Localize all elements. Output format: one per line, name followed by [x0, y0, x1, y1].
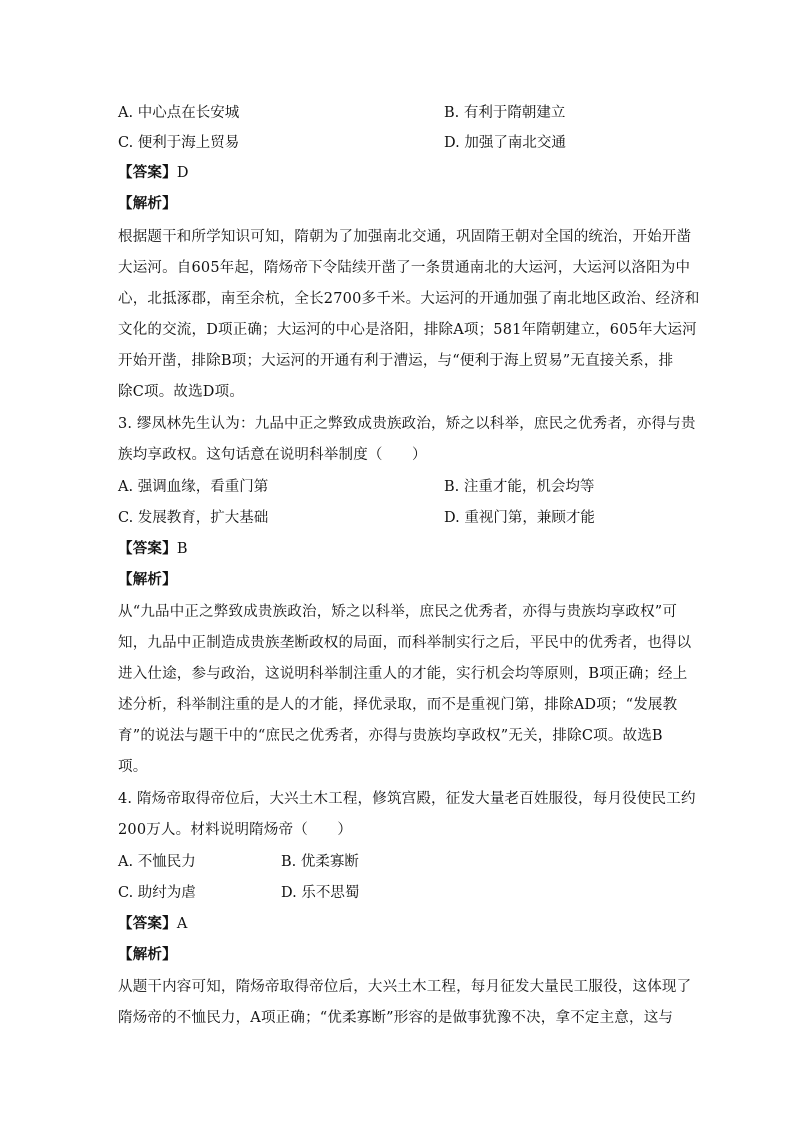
q3-answer-label: 【答案】 [118, 540, 177, 557]
q3-stem-line: 族均享政权。这句话意在说明科举制度（ ） [118, 447, 427, 463]
q3-analysis-line: 进入仕途，参与政治，这说明科举制注重人的才能，实行机会均等原则，B项正确；经上 [118, 666, 688, 682]
q3-analysis-line: 育”的说法与题干中的“庶民之优秀者，亦得与贵族均享政权”无关，排除C项。故选B [118, 728, 663, 744]
q4-stem-line: 4. 隋炀帝取得帝位后，大兴土木工程，修筑宫殿，征发大量老百姓服役，每月役使民工约 [118, 791, 696, 807]
q2-analysis-line: 根据题干和所学知识可知，隋朝为了加强南北交通，巩固隋王朝对全国的统治，开始开凿 [118, 229, 692, 245]
q3-option-c: C. 发展教育，扩大基础 [118, 510, 269, 526]
q2-answer-label: 【答案】 [118, 164, 177, 181]
q2-analysis-label: 【解析】 [118, 195, 177, 212]
q3-stem-line: 3. 缪凤林先生认为：九品中正之弊致成贵族政治，矫之以科举，庶民之优秀者，亦得与贵 [118, 416, 696, 432]
q4-analysis-line: 从题干内容可知，隋炀帝取得帝位后，大兴土木工程，每月征发大量民工服役，这体现了 [118, 979, 692, 995]
q2-option-b: B. 有利于隋朝建立 [444, 105, 566, 121]
q2-answer [118, 163, 678, 183]
q4-option-a: A. 不恤民力 [118, 854, 196, 870]
q2-analysis-line: 除C项。故选D项。 [118, 384, 245, 400]
q4-answer-label: 【答案】 [118, 915, 177, 932]
q3-answer-value: B [176, 541, 188, 557]
q2-analysis-line: 文化的交流，D项正确；大运河的中心是洛阳，排除A项；581年隋朝建立，605年大运河 [118, 322, 697, 338]
q4-option-c: C. 助纣为虐 [118, 885, 196, 901]
q4-stem-line: 200万人。材料说明隋炀帝（ ） [118, 822, 353, 838]
q4-option-d: D. 乐不思蜀 [281, 885, 360, 901]
q4-analysis-line: 隋炀帝的不恤民力，A项正确；“优柔寡断”形容的是做事犹豫不决，拿不定主意，这与 [118, 1010, 674, 1026]
q4-answer [118, 914, 678, 934]
q4-analysis-label: 【解析】 [118, 946, 177, 963]
q3-analysis-line: 述分析，科举制注重的是人的才能，择优录取，而不是重视门第，排除AD项；“发展教 [118, 697, 678, 713]
q3-answer [118, 539, 678, 559]
q3-option-a: A. 强调血缘，看重门第 [118, 479, 269, 495]
q3-option-d: D. 重视门第，兼顾才能 [444, 510, 595, 526]
q2-answer-value: D [176, 165, 189, 181]
q3-analysis-label: 【解析】 [118, 571, 177, 588]
q3-analysis-line: 从“九品中正之弊致成贵族政治，矫之以科举，庶民之优秀者，亦得与贵族均享政权”可 [118, 604, 678, 620]
q4-option-b: B. 优柔寡断 [281, 854, 359, 870]
q2-option-d: D. 加强了南北交通 [444, 135, 566, 151]
q2-option-a: A. 中心点在长安城 [118, 105, 240, 121]
q2-analysis-line: 开始开凿，排除B项；大运河的开通有利于漕运，与“便利于海上贸易”无直接关系，排 [118, 353, 674, 369]
q2-option-c: C. 便利于海上贸易 [118, 135, 240, 151]
q2-analysis-line: 心，北抵涿郡，南至余杭，全长2700多千米。大运河的开通加强了南北地区政治、经济和 [118, 291, 700, 307]
q2-analysis-line: 大运河。自605年起，隋炀帝下令陆续开凿了一条贯通南北的大运河，大运河以洛阳为中 [118, 260, 691, 276]
q3-analysis-line: 知，九品中正制造成贵族垄断政权的局面，而科举制实行之后，平民中的优秀者，也得以 [118, 635, 692, 651]
q3-analysis-line: 项。 [118, 759, 148, 775]
q3-option-b: B. 注重才能，机会均等 [444, 479, 595, 495]
q4-answer-value: A [176, 916, 188, 932]
